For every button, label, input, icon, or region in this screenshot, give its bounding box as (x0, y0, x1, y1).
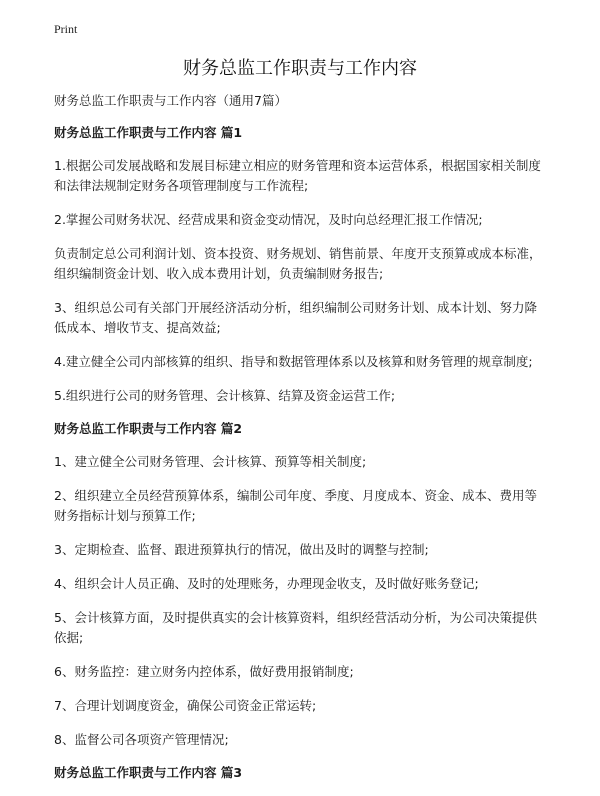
section-2 (54, 420, 548, 750)
paragraph: 3、组织总公司有关部门开展经济活动分析，组织编制公司财务计划、成本计划、努力降低成本、增收节支、提高效益; (54, 300, 537, 335)
paragraph: 3、定期检查、监督、跟进预算执行的情况，做出及时的调整与控制; (54, 542, 429, 557)
page-title: 财务总监工作职责与工作内容 (183, 58, 417, 79)
print-link[interactable]: Print (54, 22, 78, 36)
paragraph: 2、组织建立全员经营预算体系，编制公司年度、季度、月度成本、资金、成本、费用等财务指标计划与预算工作; (54, 488, 537, 523)
section-heading: 财务总监工作职责与工作内容 篇3 (54, 765, 243, 780)
paragraph: 负责制定总公司利润计划、资本投资、财务规划、销售前景、年度开支预算或成本标准，组织编制资金计划、收入成本费用计划，负责编制财务报告; (54, 246, 542, 281)
paragraph: 1、建立健全公司财务管理、会计核算、预算等相关制度; (54, 454, 367, 469)
paragraph: 7、合理计划调度资金，确保公司资金正常运转; (54, 698, 317, 713)
section-3 (54, 764, 548, 782)
document-subtitle: 财务总监工作职责与工作内容（通用7篇） (54, 93, 287, 108)
paragraph: 2.掌握公司财务状况、经营成果和资金变动情况，及时向总经理汇报工作情况; (54, 212, 483, 227)
section-1 (54, 124, 548, 406)
paragraph: 5、会计核算方面，及时提供真实的会计核算资料，组织经营活动分析，为公司决策提供依据; (54, 610, 537, 645)
section-heading: 财务总监工作职责与工作内容 篇2 (54, 421, 243, 436)
paragraph: 8、监督公司各项资产管理情况; (54, 732, 229, 747)
section-heading: 财务总监工作职责与工作内容 篇1 (54, 125, 243, 140)
paragraph: 6、财务监控：建立财务内控体系，做好费用报销制度; (54, 664, 354, 679)
paragraph: 1.根据公司发展战略和发展目标建立相应的财务管理和资本运营体系，根据国家相关制度和法律法规制定财务各项管理制度与工作流程; (54, 158, 541, 193)
document-body (54, 92, 548, 796)
paragraph: 4、组织会计人员正确、及时的处理账务，办理现金收支，及时做好账务登记; (54, 576, 479, 591)
paragraph: 4.建立健全公司内部核算的组织、指导和数据管理体系以及核算和财务管理的规章制度; (54, 354, 533, 369)
paragraph: 5.组织进行公司的财务管理、会计核算、结算及资金运营工作; (54, 388, 396, 403)
